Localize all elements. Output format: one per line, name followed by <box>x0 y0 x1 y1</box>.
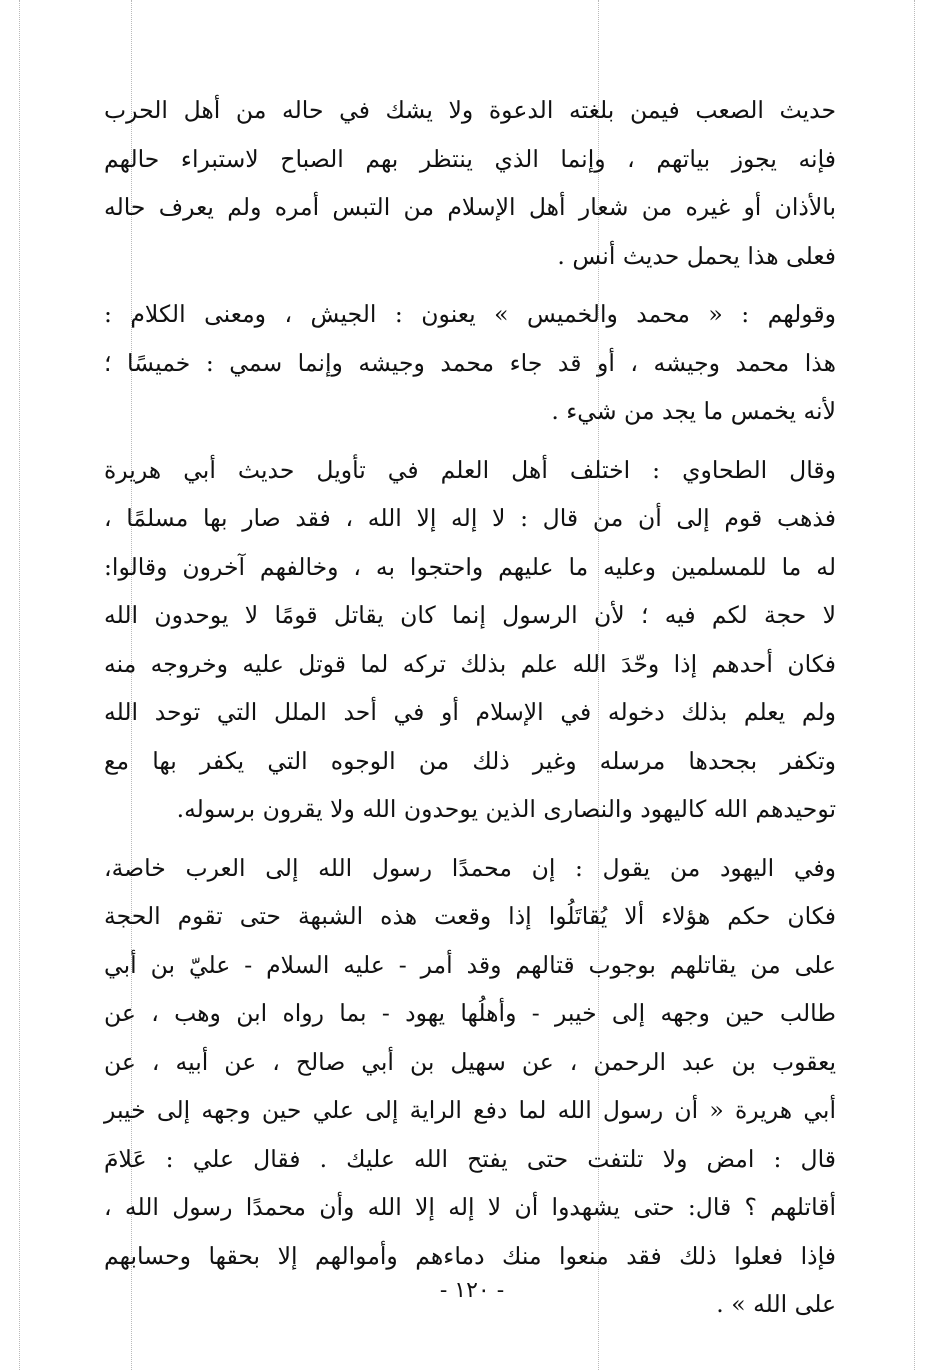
text-line: بالأذان أو غيره من شعار أهل الإسلام من التبس أمره ولم يعرف حاله <box>104 193 836 221</box>
text-line: وقولهم : « محمد والخميس » يعنون : الجيش ، ومعنى الكلام : <box>104 300 836 328</box>
text-line: ولم يعلم بذلك دخوله في الإسلام أو في أحد الملل التي توحد الله <box>104 698 836 726</box>
text-line: وتكفر بجحدها مرسله وغير ذلك من الوجوه التي يكفر بها مع <box>104 746 836 775</box>
text-line: على الله » . <box>716 1290 836 1318</box>
scan-dotted-line <box>19 0 20 1370</box>
text-line: لأنه يخمس ما يجد من شيء . <box>551 397 836 425</box>
text-line: قال : امض ولا تلتفت حتى يفتح الله عليك . فقال علي : عَلامَ <box>104 1144 836 1173</box>
text-line: طالب حين وجهه إلى خيبر - وأهلُها يهود - بما رواه ابن وهب ، عن <box>104 999 836 1027</box>
text-line: فذهب قوم إلى أن من قال : لا إله إلا الله ، فقد صار بها مسلمًا ، <box>104 504 836 532</box>
paragraph <box>104 844 836 1329</box>
paragraph <box>104 446 836 834</box>
text-line: أقاتلهم ؟ قال: حتى يشهدوا أن لا إله إلا الله وأن محمدًا رسول الله ، <box>104 1193 836 1221</box>
text-line: وقال الطحاوي : اختلف أهل العلم في تأويل حديث أبي هريرة <box>104 455 836 484</box>
text-line: توحيدهم الله كاليهود والنصارى الذين يوحدون الله ولا يقرون برسوله. <box>176 795 836 823</box>
text-line: لا حجة لكم فيه ؛ لأن الرسول إنما كان يقاتل قومًا لا يوحدون الله <box>104 601 836 629</box>
text-line: أبي هريرة « أن رسول الله لما دفع الراية إلى علي حين وجهه إلى خيبر <box>104 1096 836 1124</box>
paragraph <box>104 290 836 436</box>
text-line: فإنه يجوز بياتهم ، وإنما الذي ينتظر بهم الصباح لاستبراء حالهم <box>104 144 836 173</box>
text-line: له ما للمسلمين وعليه ما عليهم واحتجوا به ، وخالفهم آخرون وقالوا: <box>104 552 836 581</box>
text-line: فإذا فعلوا ذلك فقد منعوا منك دماءهم وأموالهم إلا بحقها وحسابهم <box>104 1241 836 1270</box>
text-line: فكان حكم هؤلاء ألا يُقاتَلُوا إذا وقعت هذه الشبهة حتى تقوم الحجة <box>104 902 836 930</box>
scan-dotted-line <box>914 0 915 1370</box>
paragraph <box>104 86 836 280</box>
body-text <box>104 86 836 1329</box>
text-line: على من يقاتلهم بوجوب قتالهم وقد أمر - عليه السلام - عليّ بن أبي <box>104 950 836 979</box>
text-line: فعلى هذا يحمل حديث أنس . <box>557 241 836 270</box>
text-line: وفي اليهود من يقول : إن محمدًا رسول الله إلى العرب خاصة، <box>104 853 836 882</box>
page-number: - ١٢٠ - <box>439 1278 505 1303</box>
text-line: يعقوب بن عبد الرحمن ، عن سهيل بن أبي صالح ، عن أبيه ، عن <box>104 1047 836 1076</box>
text-line: حديث الصعب فيمن بلغته الدعوة ولا يشك في حاله من أهل الحرب <box>104 96 836 124</box>
text-line: هذا محمد وجيشه ، أو قد جاء محمد وجيشه وإنما سمي : خميسًا ؛ <box>104 348 836 377</box>
text-line: فكان أحدهم إذا وحّدَ الله علم بذلك تركه لما قوتل عليه وخروجه منه <box>104 649 836 678</box>
